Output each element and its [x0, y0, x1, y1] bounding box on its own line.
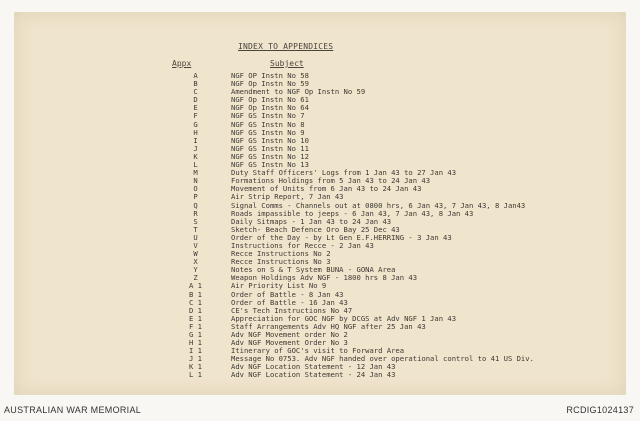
column-header-appx: Appx [172, 59, 192, 68]
list-item [160, 104, 590, 112]
list-item [160, 80, 590, 88]
appendix-list [160, 72, 590, 380]
appendix-letter: C [193, 87, 198, 97]
list-item [160, 331, 590, 339]
list-item [160, 371, 590, 379]
appendix-subject: NGF GS Instn No 13 [231, 161, 309, 170]
appendix-subject: Order of the Day - by Lt Gen E.F.HERRING - 3 Jan 43 [231, 233, 452, 242]
appendix-letter: F [193, 111, 198, 121]
appendix-subject: Duty Staff Officers' Logs from 1 Jan 43 to 27 Jan 43 [231, 169, 457, 178]
appendix-subject: NGF GS Instn No 7 [231, 112, 305, 121]
appendix-letter: E 1 [189, 313, 202, 323]
list-item [160, 339, 590, 347]
column-header-subject: Subject [270, 59, 304, 68]
appendix-letter: F 1 [189, 321, 202, 331]
appendix-subject: Weapon Holdings Adv NGF - 1800 hrs 8 Jan 43 [231, 274, 418, 283]
list-item [160, 266, 590, 274]
appendix-subject: NGF Op Instn No 61 [231, 96, 309, 105]
appendix-subject: NGF GS Instn No 10 [231, 136, 309, 145]
appendix-subject: CE's Tech Instructions No 47 [231, 306, 353, 315]
list-item [160, 355, 590, 363]
appendix-subject: Amendment to NGF Op Instn No 59 [231, 88, 366, 97]
appendix-subject: NGF Op Instn No 64 [231, 104, 309, 113]
list-item [160, 307, 590, 315]
appendix-letter: E [193, 103, 198, 113]
appendix-letter: H 1 [189, 338, 202, 348]
appendix-letter: X [193, 257, 198, 267]
appendix-letter: J [193, 143, 198, 153]
list-item [160, 218, 590, 226]
appendix-letter: A 1 [189, 281, 202, 291]
list-item [160, 210, 590, 218]
list-item [160, 153, 590, 161]
list-item [160, 112, 590, 120]
list-item [160, 250, 590, 258]
list-item [160, 315, 590, 323]
appendix-subject: Appreciation for GOC NGF by DCGS at Adv NGF 1 Jan 43 [231, 314, 457, 323]
appendix-subject: Movement of Units from 6 Jan 43 to 24 Jan 43 [231, 185, 422, 194]
appendix-subject: Sketch- Beach Defence Oro Bay 25 Dec 43 [231, 225, 400, 234]
appendix-subject: Itinerary of GOC's visit to Forward Area [231, 347, 405, 356]
list-item [160, 177, 590, 185]
list-item [160, 169, 590, 177]
appendix-letter: L 1 [189, 370, 202, 380]
appendix-letter: H [193, 127, 198, 137]
appendix-subject: NGF Op Instn No 59 [231, 80, 309, 89]
appendix-subject: Instructions for Recce - 2 Jan 43 [231, 241, 374, 250]
list-item [160, 323, 590, 331]
appendix-letter: I 1 [189, 346, 202, 356]
list-item [160, 226, 590, 234]
list-item [160, 363, 590, 371]
appendix-letter: L [193, 160, 198, 170]
appendix-letter: T [193, 224, 198, 234]
appendix-subject: NGF GS Instn No 12 [231, 152, 309, 161]
appendix-letter: M [193, 168, 198, 178]
appendix-subject: NGF GS Instn No 9 [231, 128, 305, 137]
appendix-letter: Z [193, 273, 198, 283]
appendix-letter: N [193, 176, 198, 186]
list-item [160, 202, 590, 210]
appendix-subject: Recce Instructions No 3 [231, 258, 331, 267]
appendix-letter: A [193, 71, 198, 80]
list-item [160, 258, 590, 266]
appendix-letter: B 1 [189, 289, 202, 299]
list-item [160, 234, 590, 242]
appendix-subject: Formations Holdings from 5 Jan 43 to 24 Jan 43 [231, 177, 431, 186]
list-item [160, 299, 590, 307]
appendix-subject: Order of Battle - 8 Jan 43 [231, 290, 344, 299]
list-item [160, 96, 590, 104]
footer-institution: AUSTRALIAN WAR MEMORIAL [4, 405, 142, 415]
appendix-letter: O [193, 184, 198, 194]
appendix-subject: Notes on S & T System BUNA - GONA Area [231, 266, 396, 275]
appendix-subject: Adv NGF Location Statement - 12 Jan 43 [231, 363, 396, 372]
list-item [160, 185, 590, 193]
appendix-subject: Order of Battle - 16 Jan 43 [231, 298, 348, 307]
list-item [160, 291, 590, 299]
appendix-subject: NGF OP Instn No 58 [231, 72, 309, 80]
appendix-letter: K 1 [189, 362, 202, 372]
list-item [160, 129, 590, 137]
appendix-letter: D [193, 95, 198, 105]
appendix-letter: R [193, 208, 198, 218]
appendix-subject: Signal Comms - Channels out at 0800 hrs, 6 Jan 43, 7 Jan 43, 8 Jan43 [231, 201, 526, 210]
list-item [160, 242, 590, 250]
appendix-subject: NGF GS Instn No 11 [231, 144, 309, 153]
list-item [160, 347, 590, 355]
list-item [160, 193, 590, 201]
appendix-letter: Q [193, 200, 198, 210]
appendix-letter: P [193, 192, 198, 202]
appendix-subject: Recce Instructions No 2 [231, 250, 331, 259]
appendix-subject: Staff Arrangements Adv HQ NGF after 25 Jan 43 [231, 322, 426, 331]
appendix-letter: G [193, 119, 198, 129]
appendix-subject: Adv NGF Location Statement - 24 Jan 43 [231, 371, 396, 380]
appendix-subject: Message No 0753. Adv NGF handed over operational control to 41 US Div. [231, 355, 534, 364]
appendix-letter: G 1 [189, 330, 202, 339]
list-item [160, 137, 590, 145]
appendix-letter: J 1 [189, 354, 202, 364]
appendix-letter: W [193, 249, 198, 259]
list-item [160, 161, 590, 169]
appendix-letter: C 1 [189, 297, 202, 307]
list-item [160, 72, 590, 80]
list-item [160, 88, 590, 96]
appendix-subject: Air Priority List No 9 [231, 282, 327, 291]
appendix-letter: B [193, 79, 198, 89]
footer-record-id: RCDIG1024137 [566, 405, 634, 415]
appendix-letter: U [193, 232, 198, 242]
list-item [160, 145, 590, 153]
appendix-letter: V [193, 240, 198, 250]
list-item [160, 274, 590, 282]
list-item [160, 121, 590, 129]
appendix-subject: Daily Sitmaps - 1 Jan 43 to 24 Jan 43 [231, 217, 392, 226]
list-item [160, 282, 590, 290]
appendix-subject: Air Strip Report, 7 Jan 43 [231, 193, 344, 202]
appendix-letter: I [193, 135, 198, 145]
appendix-letter: S [193, 216, 198, 226]
appendix-subject: Roads impassible to jeeps - 6 Jan 43, 7 Jan 43, 8 Jan 43 [231, 209, 474, 218]
document-title: INDEX TO APPENDICES [238, 42, 334, 51]
appendix-subject: Adv NGF Movement Order No 3 [231, 339, 348, 348]
appendix-letter: Y [193, 265, 198, 275]
appendix-letter: K [193, 151, 198, 161]
appendix-subject: Adv NGF Movement order No 2 [231, 331, 348, 339]
appendix-subject: NGF GS Instn No 8 [231, 120, 305, 129]
appendix-letter: D 1 [189, 305, 202, 315]
